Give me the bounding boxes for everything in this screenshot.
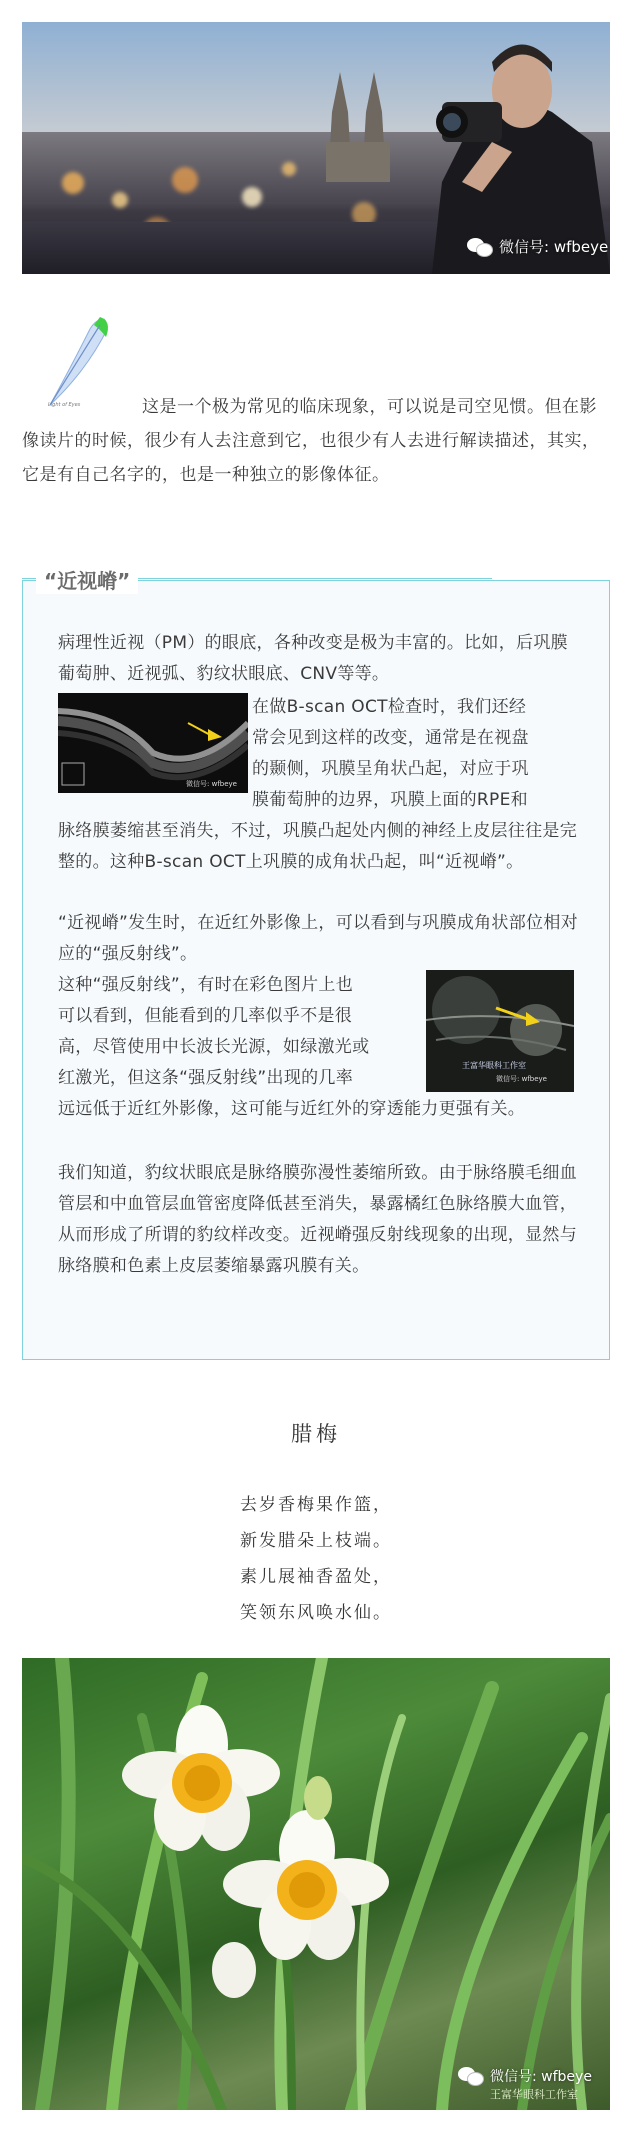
para-4-line-2: 可以看到，但能看到的几率似乎不是很 — [58, 1006, 353, 1026]
poem-line-2: 新发腊朵上枝端。 — [240, 1531, 392, 1551]
para-4-rest: 远远低于近红外影像，这可能与近红外的穿透能力更强有关。 — [58, 1099, 526, 1119]
para-2-line-3: 的颞侧，巩膜呈角状凸起，对应于巩 — [252, 759, 529, 779]
photo-watermark-text: 微信号: wfbeye — [490, 2069, 592, 2085]
nir-label: 王富华眼科工作室 — [462, 1061, 526, 1070]
oct-watermark: 微信号: wfbeye — [186, 780, 237, 788]
poem-title: 腊梅 — [291, 1422, 341, 1446]
banner-watermark — [467, 236, 608, 257]
photo-watermark — [458, 2066, 592, 2086]
para-1: 病理性近视（PM）的眼底，各种改变是极为丰富的。比如，后巩膜葡萄肿、近视弧、豹纹状眼底、CNV等等。 — [58, 633, 568, 684]
poem-line-1: 去岁香梅果作篮， — [240, 1495, 392, 1515]
poem-line-3: 素儿展袖香盈处， — [240, 1567, 392, 1587]
para-3: “近视嵴”发生时，在近红外影像上，可以看到与巩膜成角状部位相对应的“强反射线”。 — [58, 913, 578, 964]
nir-image — [426, 970, 574, 1092]
narcissus-photo — [22, 1658, 610, 2110]
para-2-line-1: 在做B-scan OCT检查时，我们还经 — [252, 697, 527, 717]
para-4-line-3: 高，尽管使用中长波长光源，如绿激光或 — [58, 1037, 370, 1057]
para-2-line-4: 膜葡萄肿的边界，巩膜上面的RPE和 — [252, 790, 528, 810]
para-2-wrap — [252, 692, 582, 816]
feather-caption: Light of Eyes — [48, 402, 81, 408]
para-5: 我们知道，豹纹状眼底是脉络膜弥漫性萎缩所致。由于脉络膜毛细血管层和中血管层血管密度降低甚至消失，暴露橘红色脉络膜大血管，从而形成了所谓的豹纹样改变。近视嵴强反射线现象的出现，显然与脉络膜和色素上皮层萎缩暴露巩膜有关。 — [58, 1163, 577, 1276]
poem-line-4: 笑领东风唤水仙。 — [240, 1603, 392, 1623]
photo-watermark-2: 王富华眼科工作室 — [490, 2088, 578, 2101]
oct-image — [58, 693, 248, 793]
cathedral-icon — [322, 72, 402, 182]
para-4-wrap — [58, 970, 428, 1094]
para-4-line-4: 红激光，但这条“强反射线”出现的几率 — [58, 1068, 354, 1088]
banner-image — [22, 22, 610, 274]
para-2-rest: 脉络膜萎缩甚至消失，不过，巩膜凸起处内侧的神经上皮层往往是完整的。这种B-scan OCT上巩膜的成角状凸起，叫“近视嵴”。 — [58, 821, 577, 872]
nir-watermark: 微信号: wfbeye — [496, 1075, 547, 1083]
wechat-icon — [467, 238, 493, 256]
banner-watermark-text: 微信号: wfbeye — [499, 238, 609, 256]
intro-paragraph: 这是一个极为常见的临床现象，可以说是司空见惯。但在影像读片的时候，很少有人去注意到它，也很少有人去进行解读描述，其实，它是有自己名字的，也是一种独立的影像体征。 — [22, 397, 600, 485]
oct-scan-graphic — [58, 693, 248, 793]
section-title: “近视嵴” — [36, 565, 138, 594]
para-4-line-1: 这种“强反射线”，有时在彩色图片上也 — [58, 975, 354, 995]
narcissus-graphic — [22, 1658, 610, 2110]
wechat-icon — [458, 2067, 484, 2085]
para-2-line-2: 常会见到这样的改变，通常是在视盘 — [252, 728, 529, 748]
